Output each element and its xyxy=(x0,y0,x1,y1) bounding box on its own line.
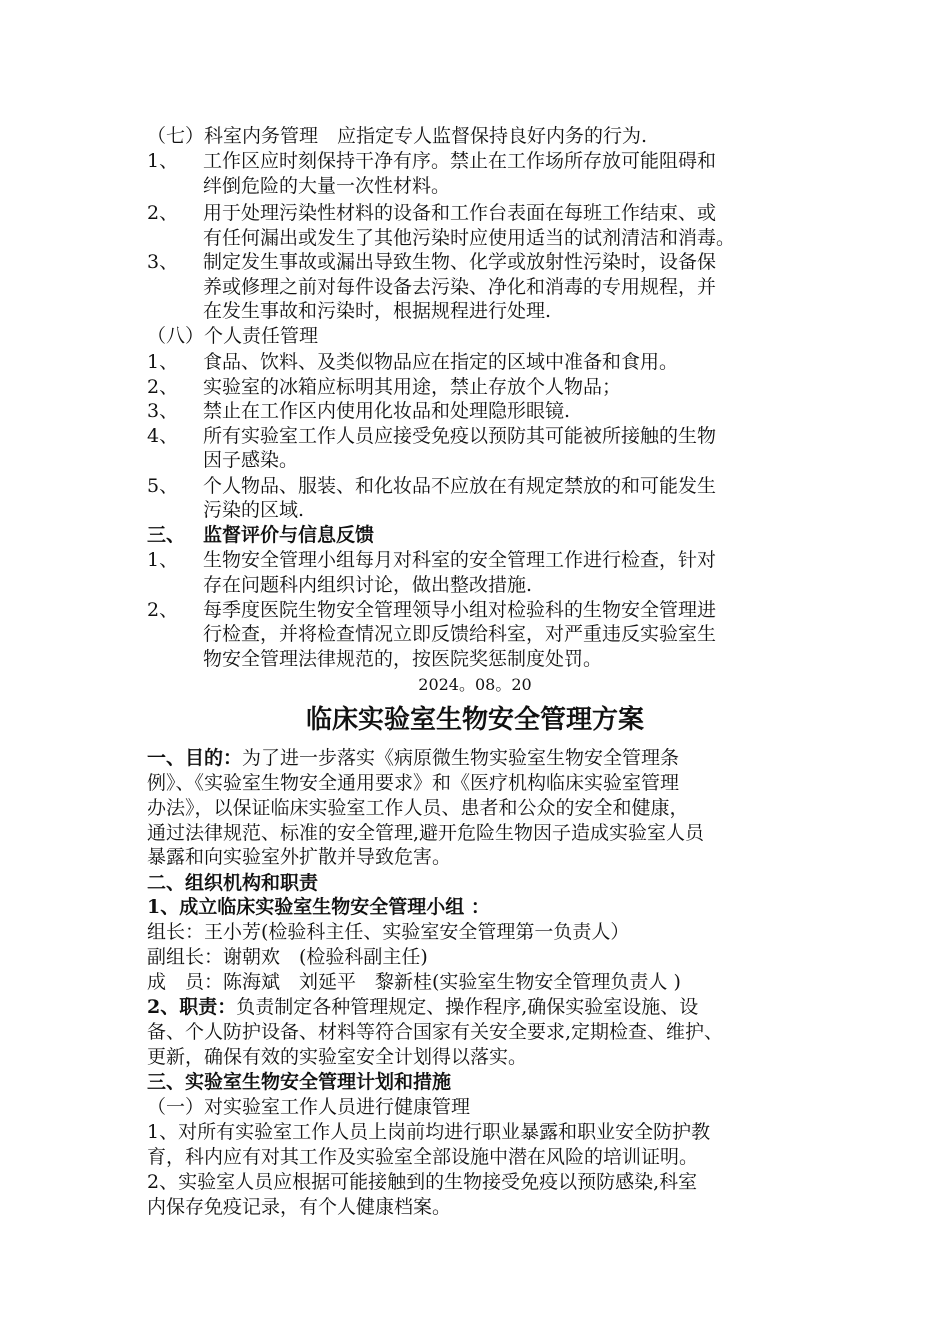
item-text: 物安全管理法律规范的，按医院奖惩制度处罚。 xyxy=(203,648,603,670)
item-text: 工作区应时刻保持干净有序。禁止在工作场所存放可能阻碍和 xyxy=(203,150,717,172)
item-text: 行检查，并将检查情况立即反馈给科室，对严重违反实验室生 xyxy=(203,623,717,645)
item-number: 3、 xyxy=(147,251,179,273)
item-text: 禁止在工作区内使用化妆品和处理隐形眼镜. xyxy=(203,400,571,422)
section-7-heading: （七）科室内务管理 应指定专人监督保持良好内务的行为. xyxy=(147,125,648,147)
item-text: 绊倒危险的大量一次性材料。 xyxy=(203,175,451,197)
purpose-paragraph xyxy=(147,746,679,770)
org-leader: 组长：王小芳(检验科主任、实验室安全管理第一负责人） xyxy=(147,921,630,943)
plan-paragraph: 2、实验室人员应根据可能接触到的生物接受免疫以预防感染,科室 xyxy=(147,1171,698,1193)
item-number: 2、 xyxy=(147,599,179,621)
section-8-heading: （八）个人责任管理 xyxy=(147,325,319,347)
plan-subheading: （一）对实验室工作人员进行健康管理 xyxy=(147,1096,471,1118)
item-text: 生物安全管理小组每月对科室的安全管理工作进行检查，针对 xyxy=(203,549,717,571)
item-text: 污染的区域. xyxy=(203,499,305,521)
plan-paragraph: 1、对所有实验室工作人员上岗前均进行职业暴露和职业安全防护教 xyxy=(147,1121,711,1143)
plan-paragraph: 育，科内应有对其工作及实验室全部设施中潜在风险的培训证明。 xyxy=(147,1146,699,1168)
plan-paragraph: 内保存免疫记录，有个人健康档案。 xyxy=(147,1196,452,1218)
purpose-label: 一、目的： xyxy=(147,747,243,769)
item-text: 养或修理之前对每件设备去污染、净化和消毒的专用规程，并 xyxy=(203,276,717,298)
duty-label: 2、职责： xyxy=(147,996,237,1018)
item-text: 有任何漏出或发生了其他污染时应使用适当的试剂清洁和消毒。 xyxy=(203,227,736,249)
item-number: 1、 xyxy=(147,351,179,373)
item-text: 个人物品、服装、和化妆品不应放在有规定禁放的和可能发生 xyxy=(203,475,717,497)
purpose-text: 办法》，以保证临床实验室工作人员、患者和公众的安全和健康， xyxy=(147,797,689,819)
heading-number: 三、 xyxy=(147,524,186,546)
item-number: 1、 xyxy=(147,549,179,571)
item-text: 所有实验室工作人员应接受免疫以预防其可能被所接触的生物 xyxy=(203,425,717,447)
duty-text: 负责制定各种管理规定、操作程序,确保实验室设施、设 xyxy=(236,996,699,1018)
document-title: 临床实验室生物安全管理方案 xyxy=(305,705,644,735)
duty-text: 备、个人防护设备、材料等符合国家有关安全要求,定期检查、维护、 xyxy=(147,1021,724,1043)
item-number: 4、 xyxy=(147,425,179,447)
item-text: 每季度医院生物安全管理领导小组对检验科的生物安全管理进 xyxy=(203,599,717,621)
item-number: 2、 xyxy=(147,202,179,224)
item-number: 5、 xyxy=(147,475,179,497)
purpose-text: 为了进一步落实《病原微生物实验室生物安全管理条 xyxy=(242,747,680,769)
item-number: 2、 xyxy=(147,376,179,398)
heading-text: 监督评价与信息反馈 xyxy=(203,524,375,546)
item-number: 3、 xyxy=(147,400,179,422)
plan-heading: 三、实验室生物安全管理计划和措施 xyxy=(147,1071,452,1093)
purpose-text: 暴露和向实验室外扩散并导致危害。 xyxy=(147,846,452,868)
duty-text: 更新，确保有效的实验室安全计划得以落实。 xyxy=(147,1046,528,1068)
org-members: 成 员：陈海斌 刘延平 黎新桂(实验室生物安全管理负责人 ) xyxy=(147,971,681,993)
item-text: 存在问题科内组织讨论，做出整改措施. xyxy=(203,574,533,596)
item-text: 在发生事故和污染时，根据规程进行处理. xyxy=(203,300,552,322)
item-text: 食品、饮料、及类似物品应在指定的区域中准备和食用。 xyxy=(203,351,679,373)
item-text: 因子感染。 xyxy=(203,449,299,471)
duty-paragraph xyxy=(147,995,698,1019)
org-subheading: 1、成立临床实验室生物安全管理小组 ： xyxy=(147,896,490,918)
purpose-text: 通过法律规范、标准的安全管理,避开危险生物因子造成实验室人员 xyxy=(147,822,705,844)
item-text: 实验室的冰箱应标明其用途，禁止存放个人物品； xyxy=(203,376,622,398)
org-deputy: 副组长：谢朝欢 (检验科副主任) xyxy=(147,946,428,968)
item-text: 制定发生事故或漏出导致生物、化学或放射性污染时，设备保 xyxy=(203,251,717,273)
purpose-text: 例》、《实验室生物安全通用要求》和《医疗机构临床实验室管理 xyxy=(147,772,680,794)
org-heading: 二、组织机构和职责 xyxy=(147,872,319,894)
item-text: 用于处理污染性材料的设备和工作台表面在每班工作结束、或 xyxy=(203,202,717,224)
item-number: 1、 xyxy=(147,150,179,172)
document-date: 2024。08。20 xyxy=(418,675,532,694)
